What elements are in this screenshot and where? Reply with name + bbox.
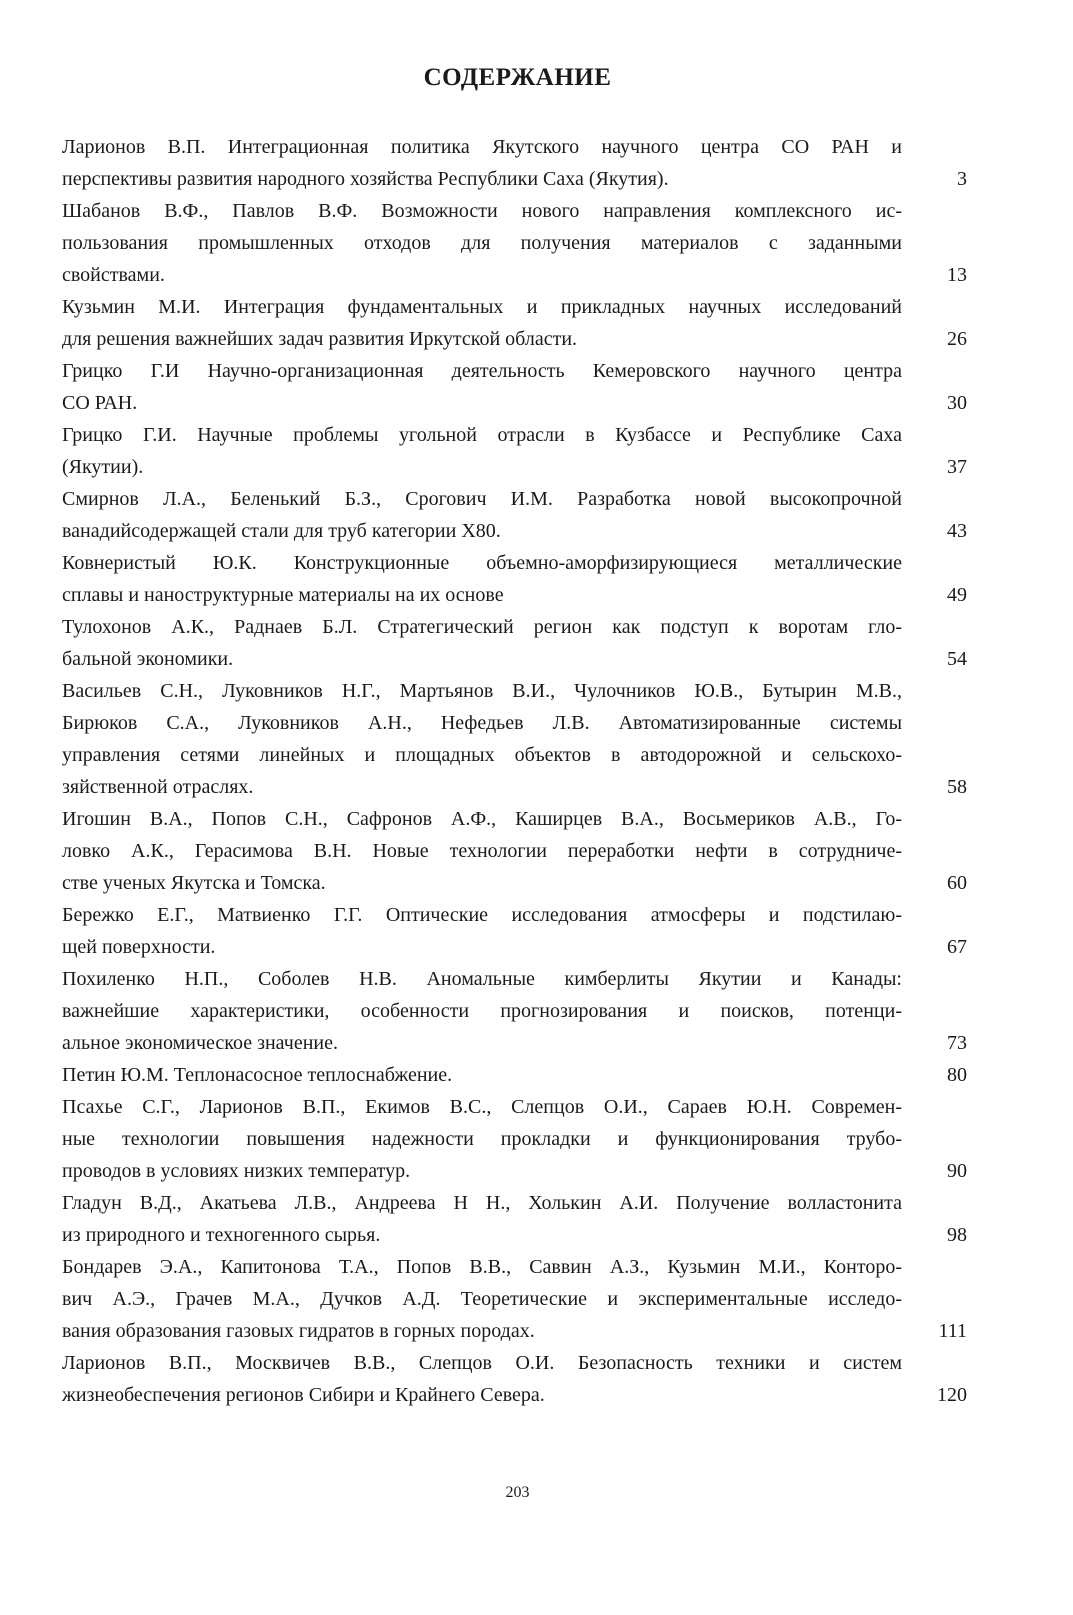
toc-entry-text-line: вания образования газовых гидратов в горных породах. xyxy=(62,1320,535,1342)
toc-entry xyxy=(62,1347,967,1411)
toc-entry-page-number: 30 xyxy=(947,392,967,414)
toc-entry-text-line: Игошин В.А., Попов С.Н., Сафронов А.Ф., Каширцев В.А., Восьмериков А.В., Го- xyxy=(62,808,902,830)
toc-entry-page-number: 120 xyxy=(937,1384,967,1406)
toc-entry-text-line: Ларионов В.П. Интеграционная политика Якутского научного центра СО РАН и xyxy=(62,136,902,158)
toc-entry xyxy=(62,419,967,483)
toc-entry-text-line: альное экономическое значение. xyxy=(62,1032,338,1054)
toc-entry-text-line: свойствами. xyxy=(62,264,165,286)
toc-entry-page-number: 54 xyxy=(947,648,967,670)
toc-entry-text-line: сплавы и наноструктурные материалы на их основе xyxy=(62,584,504,606)
page-title: СОДЕРЖАНИЕ xyxy=(423,64,612,91)
toc-entry xyxy=(62,483,967,547)
toc-entry-page-number: 58 xyxy=(947,776,967,798)
toc-entry-text-line: для решения важнейших задач развития Иркутской области. xyxy=(62,328,578,350)
toc-entry-text-line: Тулохонов А.К., Раднаев Б.Л. Стратегический регион как подступ к воротам гло- xyxy=(62,616,902,638)
toc-entry-page-number: 26 xyxy=(947,328,967,350)
toc-entry-page-number: 73 xyxy=(947,1032,967,1054)
toc-entry-text-line: проводов в условиях низких температур. xyxy=(62,1160,411,1182)
toc-entry xyxy=(62,803,967,899)
toc-entry xyxy=(62,1187,967,1251)
toc-entry-text-line: Похиленко Н.П., Соболев Н.В. Аномальные кимберлиты Якутии и Канады: xyxy=(62,968,902,990)
toc-entry-text-line: Псахье С.Г., Ларионов В.П., Екимов В.С., Слепцов О.И., Сараев Ю.Н. Современ- xyxy=(62,1096,902,1118)
toc-entry-text-line: (Якутии). xyxy=(62,456,144,478)
toc-entry xyxy=(62,611,967,675)
toc-entry-page-number: 98 xyxy=(947,1224,967,1246)
toc-entry xyxy=(62,675,967,803)
toc-entry xyxy=(62,195,967,291)
toc-entry-page-number: 49 xyxy=(947,584,967,606)
toc-entry-page-number: 80 xyxy=(947,1064,967,1086)
toc-entry-page-number: 60 xyxy=(947,872,967,894)
toc-entry xyxy=(62,131,967,195)
toc-entry-text-line: управления сетями линейных и площадных объектов в автодорожной и сельскохо- xyxy=(62,744,902,766)
toc-entry-page-number: 13 xyxy=(947,264,967,286)
toc-entry-text-line: важнейшие характеристики, особенности прогнозирования и поисков, потенци- xyxy=(62,1000,902,1022)
toc-entry-page-number: 43 xyxy=(947,520,967,542)
toc-entry-page-number: 3 xyxy=(957,168,967,190)
toc-entry-text-line: Грицко Г.И Научно-организационная деятельность Кемеровского научного центра xyxy=(62,360,902,382)
toc-entry-text-line: Петин Ю.М. Теплонасосное теплоснабжение. xyxy=(62,1064,453,1086)
toc-entry-text-line: стве ученых Якутска и Томска. xyxy=(62,872,326,894)
toc-entry-page-number: 67 xyxy=(947,936,967,958)
toc-entry-text-line: бальной экономики. xyxy=(62,648,234,670)
toc-entry-text-line: вич А.Э., Грачев М.А., Дучков А.Д. Теоретические и экспериментальные исследо- xyxy=(62,1288,902,1310)
toc-entry-text-line: щей поверхности. xyxy=(62,936,216,958)
toc-entry-page-number: 90 xyxy=(947,1160,967,1182)
toc-entry-text-line: ванадийсодержащей стали для труб категории Х80. xyxy=(62,520,501,542)
toc-entry xyxy=(62,963,967,1059)
page-number: 203 xyxy=(505,1484,530,1501)
toc-entry xyxy=(62,1251,967,1347)
toc-entry-text-line: Шабанов В.Ф., Павлов В.Ф. Возможности нового направления комплексного ис- xyxy=(62,200,902,222)
toc-entry-text-line: жизнеобеспечения регионов Сибири и Крайнего Севера. xyxy=(62,1384,545,1406)
toc-entry xyxy=(62,291,967,355)
toc-entry-text-line: Бирюков С.А., Луковников А.Н., Нефедьев Л.В. Автоматизированные системы xyxy=(62,712,902,734)
toc-entry-page-number: 111 xyxy=(938,1320,967,1342)
toc-entry-text-line: ловко А.К., Герасимова В.Н. Новые технологии переработки нефти в сотрудниче- xyxy=(62,840,902,862)
toc-entry xyxy=(62,1091,967,1187)
toc-entry-page-number: 37 xyxy=(947,456,967,478)
toc-entry-text-line: Бережко Е.Г., Матвиенко Г.Г. Оптические исследования атмосферы и подстилаю- xyxy=(62,904,902,926)
toc-entry-text-line: Ларионов В.П., Москвичев В.В., Слепцов О.И. Безопасность техники и систем xyxy=(62,1352,902,1374)
toc-entry xyxy=(62,355,967,419)
toc-entry-text-line: перспективы развития народного хозяйства Республики Саха (Якутия). xyxy=(62,168,669,190)
toc-entry xyxy=(62,1059,967,1091)
toc-entry xyxy=(62,899,967,963)
toc-entry-text-line: Кузьмин М.И. Интеграция фундаментальных и прикладных научных исследований xyxy=(62,296,902,318)
toc-entry-text-line: Грицко Г.И. Научные проблемы угольной отрасли в Кузбассе и Республике Саха xyxy=(62,424,902,446)
toc-entry xyxy=(62,547,967,611)
toc-entry-text-line: ные технологии повышения надежности прокладки и функционирования трубо- xyxy=(62,1128,902,1150)
toc-entry-text-line: Васильев С.Н., Луковников Н.Г., Мартьянов В.И., Чулочников Ю.В., Бутырин М.В., xyxy=(62,680,902,702)
toc-entry-text-line: зяйственной отраслях. xyxy=(62,776,254,798)
table-of-contents xyxy=(62,131,967,1411)
toc-entry-text-line: Смирнов Л.А., Беленький Б.З., Срогович И.М. Разработка новой высокопрочной xyxy=(62,488,902,510)
toc-entry-text-line: из природного и техногенного сырья. xyxy=(62,1224,381,1246)
toc-entry-text-line: Бондарев Э.А., Капитонова Т.А., Попов В.В., Саввин А.З., Кузьмин М.И., Конторо- xyxy=(62,1256,902,1278)
toc-entry-text-line: Гладун В.Д., Акатьева Л.В., Андреева Н Н., Холькин А.И. Получение волластонита xyxy=(62,1192,902,1214)
toc-entry-text-line: СО РАН. xyxy=(62,392,138,414)
toc-entry-text-line: пользования промышленных отходов для получения материалов с заданными xyxy=(62,232,902,254)
toc-entry-text-line: Ковнеристый Ю.К. Конструкционные объемно-аморфизирующиеся металлические xyxy=(62,552,902,574)
